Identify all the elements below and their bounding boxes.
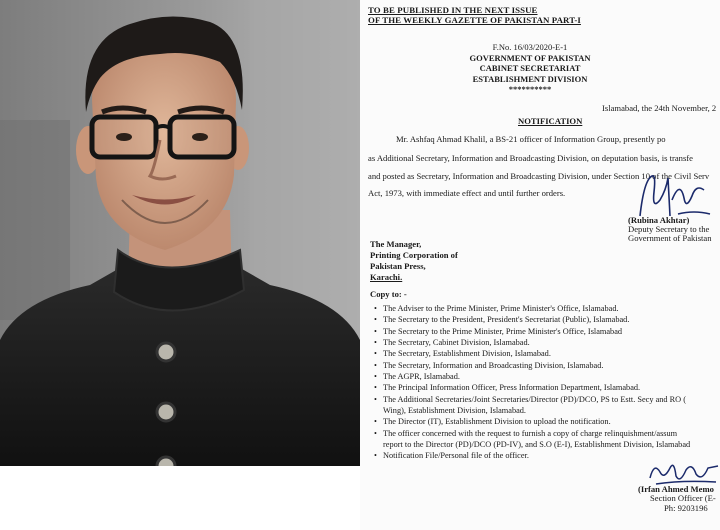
portrait-image [0,0,360,466]
signer-2-designation: Section Officer (E- [650,493,716,503]
list-item: • The AGPR, Islamabad. [374,371,690,382]
recipient-block [370,239,458,283]
list-item-continuation: report to the Director (PD)/DCO (PD-IV), and S.O (E-I), Establishment Division, Islamabad [383,440,691,450]
list-item: • The Adviser to the Prime Minister, Prime Minister's Office, Islamabad. [374,303,690,314]
body-line-1: Mr. Ashfaq Ahmad Khalil, a BS-21 officer of Information Group, presently po [396,134,666,144]
signer-1-name: (Rubina Akhtar) [628,215,690,225]
separator-stars: ********** [508,84,552,94]
list-item: • The officer concerned with the request to furnish a copy of charge relinquishment/assum [374,428,690,439]
notification-title: NOTIFICATION [518,116,583,126]
division-name: ESTABLISHMENT DIVISION [472,73,588,84]
signer-2-phone: Ph: 9203196 [664,503,708,513]
notification-document [360,0,720,530]
file-number: F.No. 16/03/2020-E-1 [492,42,568,52]
secretariat-name: CABINET SECRETARIAT [479,63,581,73]
recipient-line-2: Printing Corporation of [370,250,458,260]
issuer-block [460,42,600,95]
body-line-2: as Additional Secretary, Information and Broadcasting Division, on deputation basis, is transfe [368,153,693,163]
list-item: • The Additional Secretaries/Joint Secretaries/Director (PD)/DCO, PS to Estt. Secy and RO ( [374,394,690,405]
signer-1-designation: Deputy Secretary to the [628,224,710,234]
list-item: • The Secretary, Cabinet Division, Islamabad. [374,337,690,348]
list-item: • The Principal Information Officer, Press Information Department, Islamabad. [374,382,690,393]
copy-to-label: Copy to: - [370,289,407,299]
publish-header-line1: TO BE PUBLISHED IN THE NEXT ISSUE [368,5,538,15]
officer-photo [0,0,360,466]
body-line-3: and posted as Secretary, Information and Broadcasting Division, under Section 10 of the Civil Serv [368,171,710,181]
date-line: Islamabad, the 24th November, 2 [602,103,717,113]
body-line-4: Act, 1973, with immediate effect and until further orders. [368,188,566,198]
recipient-line-1: The Manager, [370,239,422,249]
list-item: • The Director (IT), Establishment Division to upload the notification. [374,416,690,427]
copy-list [374,303,690,462]
list-item: • Notification File/Personal file of the officer. [374,450,690,461]
signer-2-name: (Irfan Ahmed Memo [638,484,714,494]
recipient-line-3: Pakistan Press, [370,261,426,271]
list-item-continuation: Wing), Establishment Division, Islamabad. [383,406,526,416]
publish-header-line2: OF THE WEEKLY GAZETTE OF PAKISTAN PART-I [368,15,581,25]
list-item: • The Secretary to the Prime Minister, Prime Minister's Office, Islamabad [374,326,690,337]
list-item: • The Secretary to the President, President's Secretariat (Public), Islamabad. [374,314,690,325]
list-item: • The Secretary, Establishment Division, Islamabad. [374,348,690,359]
signer-1-org: Government of Pakistan [628,233,712,243]
recipient-line-4: Karachi. [370,272,403,282]
government-name: GOVERNMENT OF PAKISTAN [469,52,591,63]
list-item: • The Secretary, Information and Broadcasting Division, Islamabad. [374,360,690,371]
